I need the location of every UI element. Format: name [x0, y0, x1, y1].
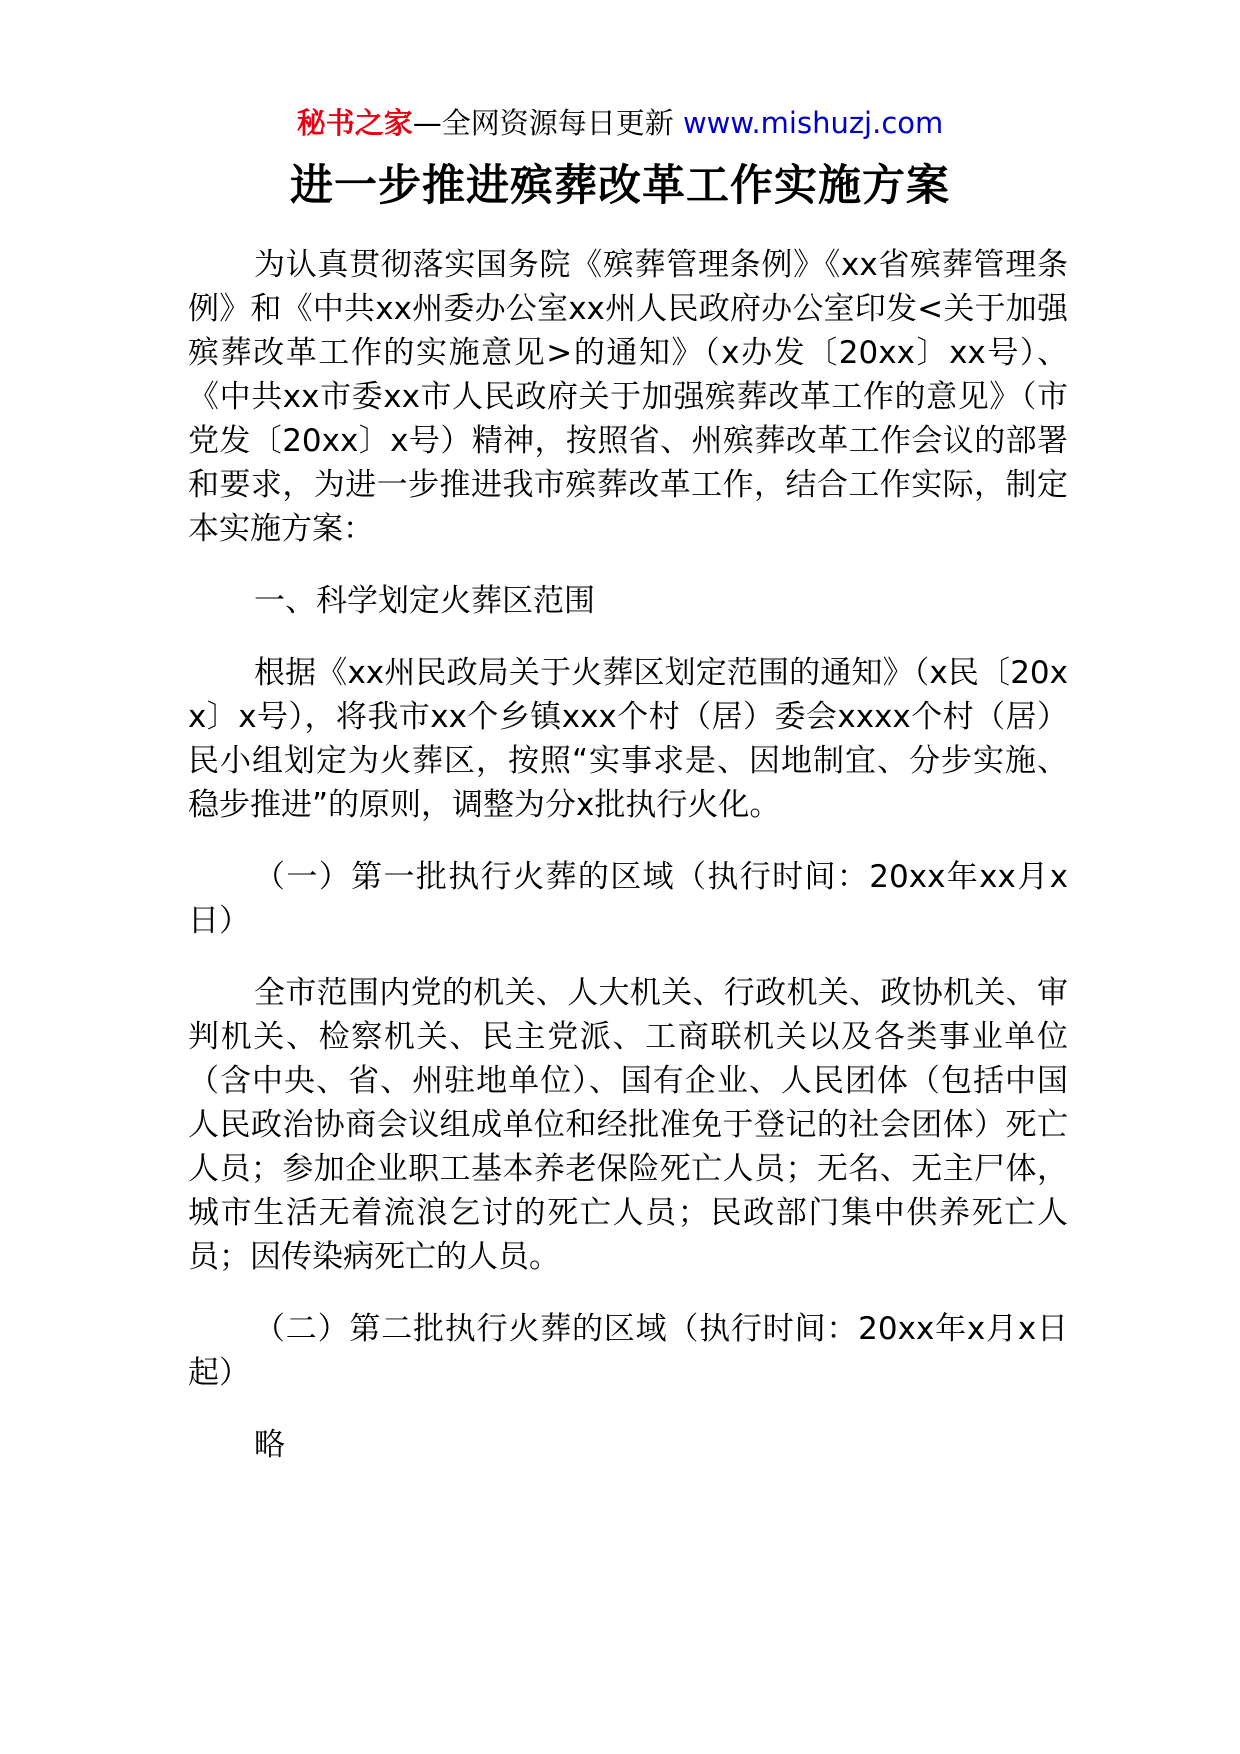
subsection-heading-2: （二）第二批执行火葬的区域（执行时间：20xx年x月x日起）	[188, 1311, 1068, 1391]
site-url-link[interactable]: www.mishuzj.com	[682, 106, 944, 140]
omitted-paragraph: 略	[254, 1427, 285, 1463]
intro-paragraph: 为认真贯彻落实国务院《殡葬管理条例》《xx省殡葬管理条例》和《中共xx州委办公室xx州人民政府办公室印发<关于加强殡葬改革工作的实施意见>的通知》（x办发〔20xx〕xx号）、《中共xx市委xx市人民政府关于加强殡葬改革工作的意见》（市党发〔20xx〕x号）精神，按照省、州殡葬改革工作会议的部署和要求，为进一步推进我市殡葬改革工作，结合工作实际，制定本实施方案：	[188, 247, 1068, 547]
subsection-1-paragraph: 全市范围内党的机关、人大机关、行政机关、政协机关、审判机关、检察机关、民主党派、工商联机关以及各类事业单位（含中央、省、州驻地单位）、国有企业、人民团体（包括中国人民政治协商会议组成单位和经批准免于登记的社会团体）死亡人员；参加企业职工基本养老保险死亡人员；无名、无主尸体，城市生活无着流浪乞讨的死亡人员；民政部门集中供养死亡人员；因传染病死亡的人员。	[188, 975, 1068, 1275]
document-title: 进一步推进殡葬改革工作实施方案	[290, 161, 950, 211]
site-header	[0, 103, 1240, 143]
header-tagline: —全网资源每日更新	[412, 106, 674, 140]
brand-name: 秘书之家	[296, 106, 413, 140]
section-heading-1: 一、科学划定火葬区范围	[254, 583, 595, 619]
document-body	[188, 243, 1068, 1495]
subsection-heading-1: （一）第一批执行火葬的区域（执行时间：20xx年xx月x日）	[188, 859, 1068, 939]
section-1-paragraph: 根据《xx州民政局关于火葬区划定范围的通知》（x民〔20xx〕x号），将我市xx个乡镇xxx个村（居）委会xxxx个村（居）民小组划定为火葬区，按照“实事求是、因地制宜、分步实施、稳步推进”的原则，调整为分x批执行火化。	[188, 655, 1068, 823]
